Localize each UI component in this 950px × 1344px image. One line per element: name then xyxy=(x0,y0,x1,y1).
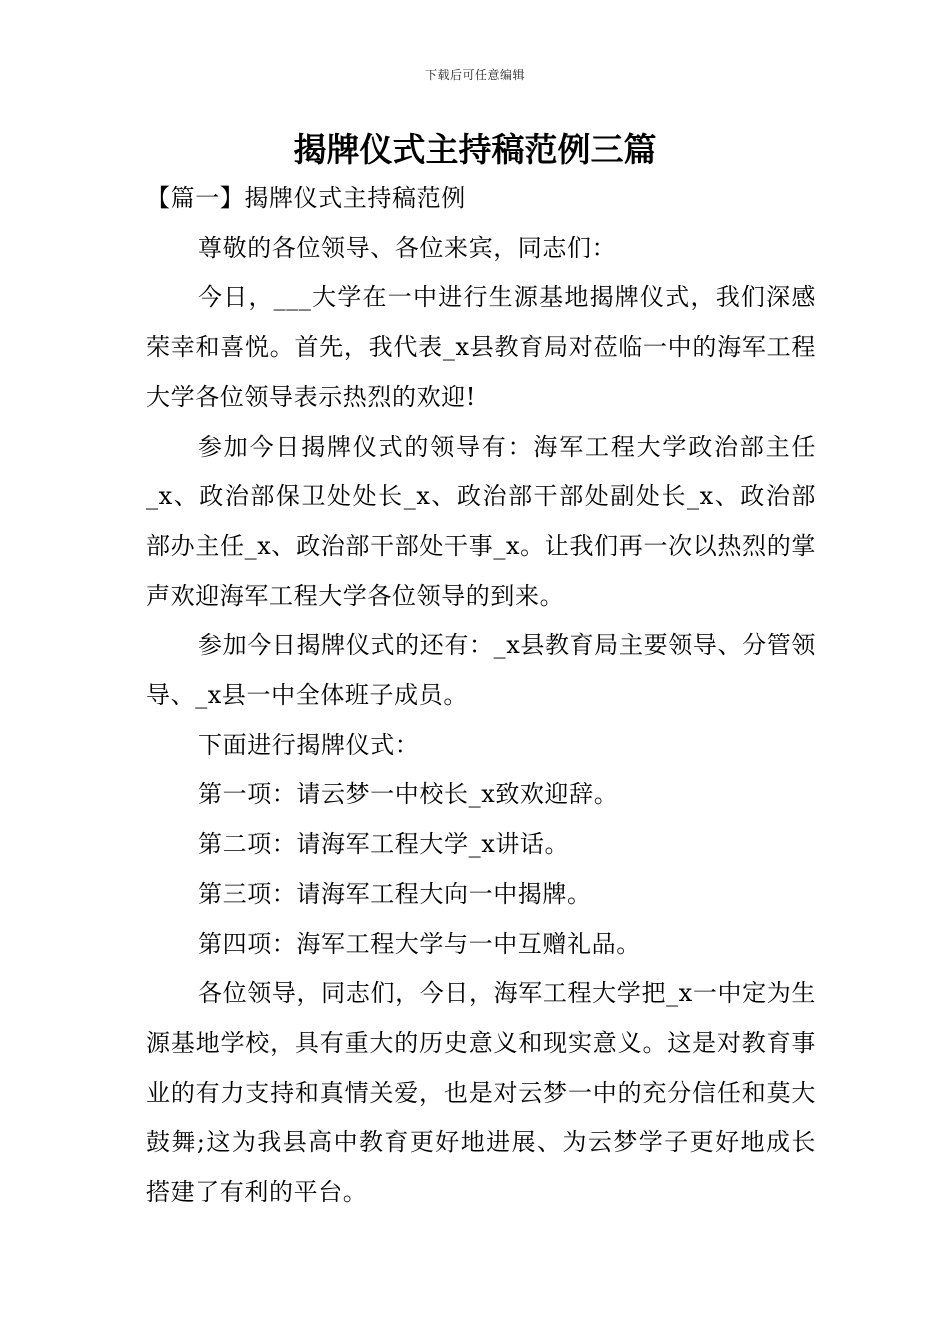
agenda-item-4: 第四项：海军工程大学与一中互赠礼品。 xyxy=(198,929,641,958)
paragraph-opening: 今日，___大学在一中进行生源基地揭牌仪式，我们深感荣幸和喜悦。首先，我代表_x县教育局对莅临一中的海军工程大学各位领导表示热烈的欢迎! xyxy=(146,283,816,411)
header-note: 下载后可任意编辑 xyxy=(424,68,525,82)
agenda-item-1: 第一项：请云梦一中校长_x致欢迎辞。 xyxy=(198,780,619,809)
agenda-item-3: 第三项：请海军工程大向一中揭牌。 xyxy=(198,879,592,908)
section-heading: 【篇一】揭牌仪式主持稿范例 xyxy=(146,184,466,212)
paragraph-greeting: 尊敬的各位领导、各位来宾，同志们： xyxy=(198,233,617,262)
paragraph-other-attendees: 参加今日揭牌仪式的还有：_x县教育局主要领导、分管领导、_x县一中全体班子成员。 xyxy=(146,631,816,710)
agenda-item-2: 第二项：请海军工程大学_x讲话。 xyxy=(198,830,570,859)
paragraph-attending-leaders: 参加今日揭牌仪式的领导有：海军工程大学政治部主任_x、政治部保卫处处长_x、政治部干部处副处长_x、政治部部办主任_x、政治部干部处干事_x。让我们再一次以热烈的掌声欢迎海军工程大学各位领导的到来。 xyxy=(146,432,816,610)
document-body xyxy=(146,174,816,1218)
paragraph-significance: 各位领导，同志们，今日，海军工程大学把_x一中定为生源基地学校，具有重大的历史意义和现实意义。这是对教育事业的有力支持和真情关爱，也是对云梦一中的充分信任和莫大鼓舞;这为我县高中教育更好地进展、为云梦学子更好地成长搭建了有利的平台。 xyxy=(146,979,816,1207)
document-title: 揭牌仪式主持稿范例三篇 xyxy=(293,130,657,169)
paragraph-ceremony-intro: 下面进行揭牌仪式： xyxy=(198,730,420,759)
